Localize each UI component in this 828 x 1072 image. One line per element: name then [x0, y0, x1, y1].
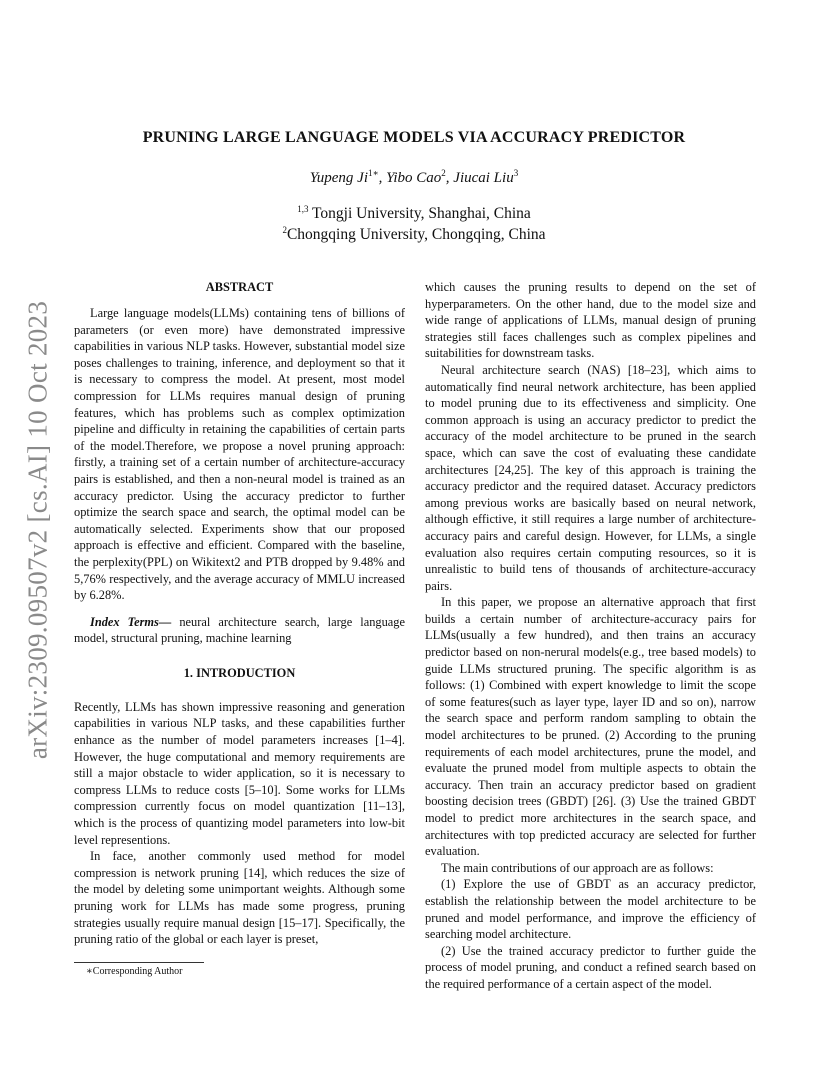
author-name: Yupeng Ji — [309, 170, 368, 186]
arxiv-identifier-text: arXiv:2309.09507v2 [cs.AI] 10 Oct 2023 — [22, 300, 53, 760]
author-affiliation-mark: 1∗ — [368, 168, 379, 178]
body-paragraph: Neural architecture search (NAS) [18–23], which aims to automatically find neural network architecture, has been applied to model pruning due to its effectiveness and simplicity. One common approach is using an accuracy predictor to predict the accuracy of the model architecture to be pruned in the search space, which can save the cost of evaluating these candidate architectures [24,25]. The key of this approach is training the accuracy predictor and the required dataset. Accuracy predictors among previous works are basically based on neural network, although effictive, it still requires a large number of architecture-accuracy pairs and careful design. However, for LLMs, a single evaluation also requires certain computing resources, so it is unrealistic to build tens of thousands of architecture-accuracy pairs. — [425, 362, 756, 593]
body-paragraph: (2) Use the trained accuracy predictor to further guide the process of model pruning, and conduct a refined search based on the required performance of a certain aspect of the model. — [425, 943, 756, 991]
affiliation-text: Tongji University, Shanghai, China — [308, 205, 531, 222]
author-affiliation-mark: 2 — [441, 168, 446, 178]
intro-paragraph: In face, another commonly used method for model compression is network pruning [14], which reduces the size of the model by deleting some unimportant weights. Although some pruning work for LLMs has made some progress, pruning strategies usually require manual design [15–17]. Specifically, the pruning ratio of the global or each layer is preset, — [74, 849, 405, 947]
introduction-heading: 1. INTRODUCTION — [183, 665, 296, 680]
body-paragraph: which causes the pruning results to depend on the set of hyperparameters. On the other hand, due to the model size and wide range of applications of LLMs, manual design of pruning strategies still faces challenges such as complex pipelines and suitabilities for downstream tasks. — [425, 280, 756, 361]
body-paragraph: The main contributions of our approach are as follows: — [441, 860, 714, 875]
affiliation-line — [0, 226, 828, 244]
abstract-heading: ABSTRACT — [205, 280, 274, 294]
right-column — [425, 279, 756, 993]
body-paragraph: In this paper, we propose an alternative approach that first builds a certain number of architecture-accuracy pairs for LLMs(usually a few hundred), and then trains an accuracy predictor based on non-nerural models(e.g., tree based models) to guide LLMs structured pruning. The specific algorithm is as follows: (1) Combined with expert knowledge to limit the scope of some features(such as layer type, layer ID and so on), narrow the search space and perform random sampling to obtain the model architectures to be pruned. (2) According to the pruning requirements of each model architectures, prune the model, and evaluate the pruned model from multiple aspects to obtain the accuracy. Then train an accuracy predictor based on gradient boosting decision trees (GBDT) [26]. (3) Use the trained GBDT model to predict more architectures in the search space, and architectures with top predicted accuracy are selected for further evaluation. — [425, 595, 756, 859]
author-list: Yupeng $Ji^{1∗}$, Yibo Cao$^2$, Jiucai Liu$^3$ — [309, 168, 519, 186]
arxiv-identifier-stamp — [18, 300, 58, 760]
left-column — [74, 279, 405, 948]
footnote-divider — [74, 962, 204, 963]
index-terms — [74, 614, 405, 647]
index-terms-text: neural architecture search, large language model, structural pruning, machine learning — [74, 614, 405, 646]
affiliation-line — [0, 205, 828, 223]
author-affiliation-mark: 3 — [513, 168, 519, 178]
body-paragraph: (1) Explore the use of GBDT as an accuracy predictor, establish the relationship between the model architecture to be pruned and model performance, and improve the efficiency of searching model architecture. — [425, 877, 756, 942]
intro-paragraph: Recently, LLMs has shown impressive reasoning and generation capabilities in various NLP tasks, and these capabilities further enhance as the number of model parameters increases [1–4]. However, the huge computational and memory requirements are still a major obstacle to wider application, so it is necessary to compress LLMs to reduce costs [5–10]. Some works for LLMs compression currently focus on model quantization [11–13], which is the process of quantizing model parameters into low-bit level representions. — [74, 699, 405, 847]
author-name: Yibo Cao — [386, 170, 442, 186]
paper-title: PRUNING LARGE LANGUAGE MODELS VIA ACCURACY PREDICTOR — [142, 129, 686, 146]
author-name: Jiucai Liu — [453, 170, 514, 186]
index-terms-label: Index Terms— — [90, 614, 172, 629]
footnote: ∗Corresponding Author — [86, 966, 183, 977]
affiliation-text: Chongqing University, Chongqing, China — [286, 226, 546, 243]
affiliation-mark: 1,3 — [297, 203, 309, 214]
abstract-text: Large language models(LLMs) containing tens of billions of parameters (or even more) have demonstrated impressive capabilities in various NLP tasks. However, substantial model size poses challenges to training, inference, and deployment so that it is necessary to compress the model. At present, most model compression for LLMs requires manual design of pruning features, which has problems such as complex optimization pipeline and difficulty in retaining the capabilities of certain parts of the model.Therefore, we propose a novel pruning approach: firstly, a training set of a certain number of architecture-accuracy pairs is established, and then a non-neural model is trained as an accuracy predictor. Using the accuracy predictor to further optimize the search space and search, the optimal model can be automatically selected. Experiments show that our proposed approach is effective and efficient. Compared with the baseline, the perplexity(PPL) on Wikitext2 and PTB dropped by 9.48% and 5,76% respectively, and the average accuracy of MMLU increased by 6.28%. — [74, 306, 405, 603]
affiliation-mark: 2 — [282, 224, 287, 235]
